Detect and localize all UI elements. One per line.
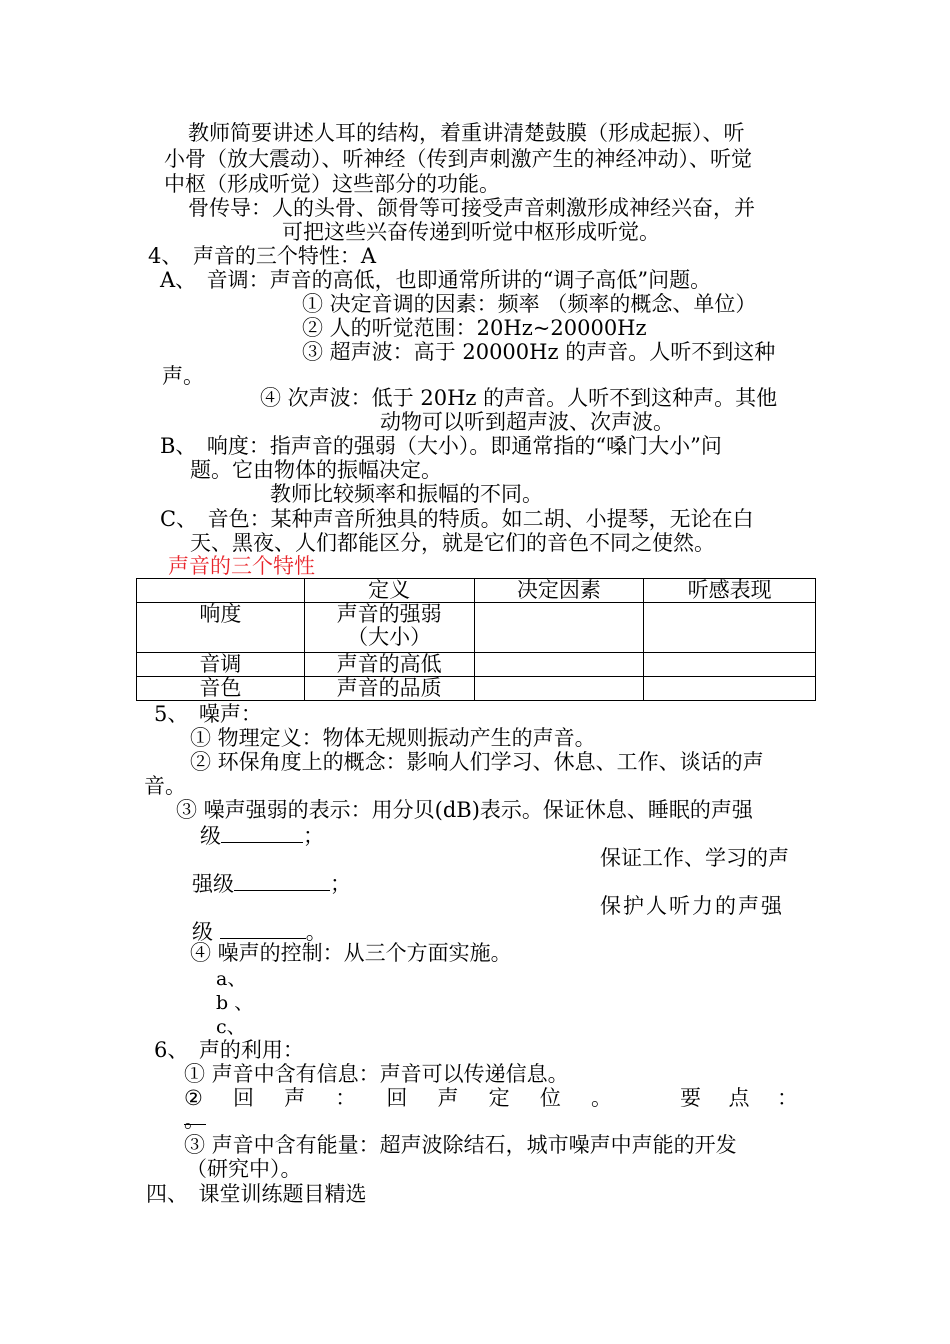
fill-blank-hearing[interactable]: [220, 918, 306, 939]
table-row: [137, 677, 816, 701]
noise-item-2-line-2: 音。: [144, 774, 186, 798]
noise-item-2-line-1: ② 环保角度上的概念：影响人们学习、休息、工作、谈话的声: [190, 750, 764, 774]
section-5-heading: 5、 噪声：: [154, 702, 262, 726]
sound-use-item-3-line-2: （研究中）。: [186, 1157, 302, 1181]
table-cell-definition: 声音的高低: [304, 653, 474, 677]
table-header-cell: [137, 579, 305, 603]
table-cell-name: 音调: [137, 653, 305, 677]
sound-use-item-2-left: ② 回 声 ： 回 声 定 位 。: [184, 1086, 612, 1110]
table-cell-factor: [474, 653, 644, 677]
ear-paragraph-line-1: 教师简要讲述人耳的结构，着重讲清楚鼓膜（形成起振）、听: [188, 121, 745, 145]
pitch-item-1: ① 决定音调的因素：频率 （频率的概念、单位）: [302, 292, 757, 316]
ear-paragraph-line-3: 中枢（形成听觉）这些部分的功能。: [164, 172, 500, 196]
table-cell-definition: [304, 603, 474, 653]
sound-use-item-3-line-1: ③ 声音中含有能量：超声波除结石，城市噪声中声能的开发: [184, 1133, 737, 1157]
noise-item-3-line-6: 级 。: [192, 920, 327, 944]
pitch-item-3-line-1: ③ 超声波：高于 20000Hz 的声音。人听不到这种: [302, 340, 776, 364]
noise-item-1: ① 物理定义：物体无规则振动产生的声音。: [190, 726, 596, 750]
noise-control-a: a、: [216, 968, 247, 990]
definition-line-2: （大小）: [347, 625, 432, 649]
fill-blank-rest[interactable]: [221, 822, 303, 843]
table-cell-name: 响度: [137, 603, 305, 653]
pitch-item-4-line-2: 动物可以听到超声波、次声波。: [380, 410, 674, 434]
fill-blank-work[interactable]: [234, 870, 330, 891]
pitch-item-3-line-2: 声。: [162, 364, 204, 388]
ear-paragraph-line-2: 小骨（放大震动）、听神经（传到声刺激产生的神经冲动）、听觉: [164, 147, 752, 171]
pitch-item-4-line-1: ④ 次声波：低于 20Hz 的声音。人听不到这种声。其他: [260, 386, 778, 410]
noise-item-3-line-3: 保证工作、学习的声: [600, 846, 789, 870]
sound-use-item-2-line-2: 。: [184, 1108, 205, 1132]
table-cell-factor: [474, 677, 644, 701]
noise-control-b: b 、: [216, 992, 254, 1014]
timbre-line-1: C、 音色：某种声音所独具的特质。如二胡、小提琴，无论在白: [160, 507, 754, 531]
noise-item-3-line-5: 保护人听力的声强: [600, 894, 784, 918]
table-header-cell: 决定因素: [474, 579, 644, 603]
sound-use-item-2-right: 要 点 ：: [680, 1086, 798, 1110]
table-caption: 声音的三个特性: [168, 554, 315, 578]
pitch-item-2: ② 人的听觉范围：20Hz~20000Hz: [302, 316, 647, 340]
table-header-row: [137, 579, 816, 603]
bone-conduction-line-1: 骨传导：人的头骨、颌骨等可接受声音刺激形成神经兴奋，并: [188, 196, 755, 220]
answer-underline: [184, 1124, 206, 1125]
noise-item-3-line-1: ③ 噪声强弱的表示：用分贝(dB)表示。保证休息、睡眠的声强: [176, 798, 753, 822]
noise-item-3-line-4: 强级 ；: [192, 872, 351, 896]
pitch-line: A、 音调：声音的高低，也即通常所讲的“调子高低”问题。: [160, 268, 712, 292]
table-header-cell: 听感表现: [644, 579, 816, 603]
noise-item-4: ④ 噪声的控制：从三个方面实施。: [190, 941, 512, 965]
definition-line-1: 声音的强弱: [336, 602, 442, 626]
table-cell-perception: [644, 653, 816, 677]
table-cell-factor: [474, 603, 644, 653]
sound-use-item-1: ① 声音中含有信息：声音可以传递信息。: [184, 1062, 569, 1086]
table-cell-name: 音色: [137, 677, 305, 701]
table-row: [137, 603, 816, 653]
section-four-heading: 四、 课堂训练题目精选: [146, 1182, 367, 1206]
section-4-heading: 4、 声音的三个特性：A: [148, 244, 377, 268]
section-6-heading: 6、 声的利用：: [154, 1038, 304, 1062]
teacher-note: 教师比较频率和振幅的不同。: [270, 482, 543, 506]
table-cell-definition: 声音的品质: [304, 677, 474, 701]
sound-characteristics-table: [136, 578, 816, 701]
noise-control-c: c、: [216, 1016, 246, 1038]
timbre-line-2: 天、黑夜、人们都能区分，就是它们的音色不同之使然。: [190, 531, 715, 555]
table-cell-perception: [644, 603, 816, 653]
noise-item-3-line-2: 级 ；: [200, 824, 324, 848]
loudness-line-1: B、 响度：指声音的强弱（大小）。即通常指的“嗓门大小”问: [160, 434, 722, 458]
table-header-cell: 定义: [304, 579, 474, 603]
loudness-line-2: 题。它由物体的振幅决定。: [190, 458, 442, 482]
table-row: [137, 653, 816, 677]
table-cell-perception: [644, 677, 816, 701]
bone-conduction-line-2: 可把这些兴奋传递到听觉中枢形成听觉。: [282, 220, 660, 244]
